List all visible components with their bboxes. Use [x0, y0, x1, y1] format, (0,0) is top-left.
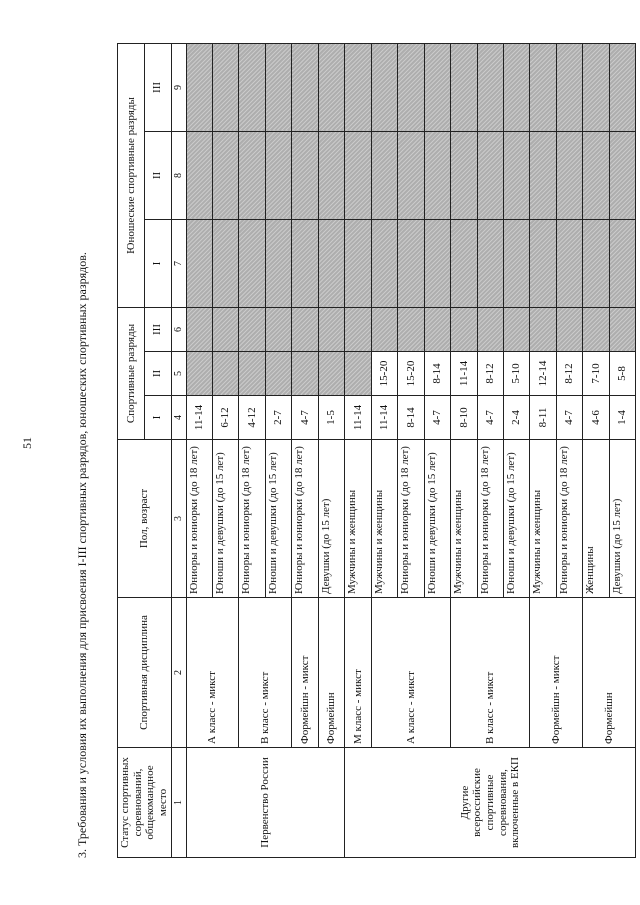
table-row — [186, 43, 212, 857]
column-number: 5 — [171, 352, 186, 396]
youth-rank-cell — [398, 131, 424, 219]
gender-age-cell: Мужчины и женщины — [451, 440, 477, 598]
gender-age-cell: Женщины — [583, 440, 609, 598]
youth-rank-cell — [292, 219, 318, 307]
rank-r1-cell: 11-14 — [345, 396, 371, 440]
youth-rank-cell — [398, 43, 424, 131]
column-number: 2 — [171, 598, 186, 748]
rank-r2-cell — [239, 352, 265, 396]
page-number: 51 — [20, 437, 34, 449]
youth-rank-cell — [556, 219, 582, 307]
rank-r1-cell: 4-12 — [239, 396, 265, 440]
gender-age-cell: Мужчины и женщины — [371, 440, 397, 598]
youth-rank-cell — [265, 43, 291, 131]
header-youth-ranks: Юношеские спортивные разряды — [118, 43, 145, 307]
table-row — [530, 43, 556, 857]
youth-rank-cell — [292, 43, 318, 131]
rank-r2-cell: 8-14 — [424, 352, 450, 396]
column-number: 7 — [171, 219, 186, 307]
youth-rank-cell — [186, 219, 212, 307]
status-cell: Первенство России — [186, 748, 345, 858]
rank-r3-cell — [318, 307, 344, 351]
youth-rank-cell — [186, 131, 212, 219]
youth-rank-cell — [556, 43, 582, 131]
youth-rank-cell — [609, 131, 635, 219]
rank-r1-cell: 4-7 — [424, 396, 450, 440]
header-discipline: Спортивная дисциплина — [118, 598, 172, 748]
youth-rank-cell — [530, 43, 556, 131]
rank-r3-cell — [556, 307, 582, 351]
youth-rank-cell — [239, 219, 265, 307]
discipline-cell: В класс - микст — [451, 598, 530, 748]
rank-r2-cell — [186, 352, 212, 396]
youth-rank-cell — [371, 219, 397, 307]
rank-r1-cell: 8-14 — [398, 396, 424, 440]
youth-rank-cell — [239, 131, 265, 219]
gender-age-cell: Юниоры и юниорки (до 18 лет) — [556, 440, 582, 598]
discipline-cell: Формейшн - микст — [530, 598, 583, 748]
rank-r2-cell: 12-14 — [530, 352, 556, 396]
header-youth-rank-iii: III — [144, 43, 171, 131]
youth-rank-cell — [583, 131, 609, 219]
rank-r3-cell — [345, 307, 371, 351]
rank-r3-cell — [583, 307, 609, 351]
gender-age-cell: Юноши и девушки (до 15 лет) — [504, 440, 530, 598]
rank-r1-cell: 8-11 — [530, 396, 556, 440]
header-gender-age: Пол, возраст — [118, 440, 172, 598]
rank-r2-cell: 5-10 — [504, 352, 530, 396]
rank-r3-cell — [530, 307, 556, 351]
youth-rank-cell — [609, 219, 635, 307]
header-youth-rank-i: I — [144, 219, 171, 307]
table-row — [451, 43, 477, 857]
table-row — [318, 43, 344, 857]
rank-r3-cell — [424, 307, 450, 351]
rank-r1-cell: 8-10 — [451, 396, 477, 440]
rank-requirements-table — [117, 43, 636, 858]
rank-r2-cell: 15-20 — [398, 352, 424, 396]
status-cell: Другие всероссийские спортивные соревнования, включенные в ЕКП — [345, 748, 636, 858]
header-rank-ii: II — [144, 352, 171, 396]
youth-rank-cell — [504, 43, 530, 131]
rank-r3-cell — [292, 307, 318, 351]
document-heading: 3. Требования и условия их выполнения для присвоения I-III спортивных разрядов, юношеских спортивных разрядов. — [75, 252, 89, 858]
youth-rank-cell — [292, 131, 318, 219]
column-number: 3 — [171, 440, 186, 598]
youth-rank-cell — [213, 131, 239, 219]
rank-r1-cell: 4-6 — [583, 396, 609, 440]
rank-r2-cell: 8-12 — [477, 352, 503, 396]
gender-age-cell: Юниоры и юниорки (до 18 лет) — [398, 440, 424, 598]
column-number: 4 — [171, 396, 186, 440]
youth-rank-cell — [239, 43, 265, 131]
rank-r3-cell — [451, 307, 477, 351]
youth-rank-cell — [504, 131, 530, 219]
youth-rank-cell — [583, 219, 609, 307]
youth-rank-cell — [398, 219, 424, 307]
gender-age-cell: Юноши и девушки (до 15 лет) — [424, 440, 450, 598]
youth-rank-cell — [451, 219, 477, 307]
youth-rank-cell — [318, 219, 344, 307]
youth-rank-cell — [345, 43, 371, 131]
youth-rank-cell — [451, 43, 477, 131]
rank-r3-cell — [213, 307, 239, 351]
youth-rank-cell — [213, 219, 239, 307]
youth-rank-cell — [477, 43, 503, 131]
gender-age-cell: Юниоры и юниорки (до 18 лет) — [292, 440, 318, 598]
rank-r3-cell — [371, 307, 397, 351]
rank-r1-cell: 6-12 — [213, 396, 239, 440]
gender-age-cell: Юноши и девушки (до 15 лет) — [265, 440, 291, 598]
rank-r2-cell: 15-20 — [371, 352, 397, 396]
discipline-cell: Формейшн — [318, 598, 344, 748]
rank-r3-cell — [477, 307, 503, 351]
youth-rank-cell — [451, 131, 477, 219]
table-row — [345, 43, 371, 857]
gender-age-cell: Юниоры и юниорки (до 18 лет) — [477, 440, 503, 598]
table-row — [292, 43, 318, 857]
rank-r1-cell: 4-7 — [556, 396, 582, 440]
table-row — [371, 43, 397, 857]
gender-age-cell: Мужчины и женщины — [530, 440, 556, 598]
rank-r2-cell — [292, 352, 318, 396]
rank-r2-cell: 8-12 — [556, 352, 582, 396]
youth-rank-cell — [530, 219, 556, 307]
header-rank-iii: III — [144, 307, 171, 351]
youth-rank-cell — [477, 131, 503, 219]
youth-rank-cell — [424, 43, 450, 131]
youth-rank-cell — [583, 43, 609, 131]
youth-rank-cell — [213, 43, 239, 131]
header-sport-ranks: Спортивные разряды — [118, 307, 145, 439]
youth-rank-cell — [556, 131, 582, 219]
discipline-cell: В класс - микст — [239, 598, 292, 748]
rank-r3-cell — [609, 307, 635, 351]
rank-r2-cell — [345, 352, 371, 396]
youth-rank-cell — [371, 131, 397, 219]
discipline-cell: М класс - микст — [345, 598, 371, 748]
youth-rank-cell — [345, 131, 371, 219]
discipline-cell: А класс - микст — [371, 598, 450, 748]
gender-age-cell: Девушки (до 15 лет) — [318, 440, 344, 598]
rank-r3-cell — [186, 307, 212, 351]
header-youth-rank-ii: II — [144, 131, 171, 219]
gender-age-cell: Юноши и девушки (до 15 лет) — [213, 440, 239, 598]
table-body — [186, 43, 636, 857]
rank-r1-cell: 1-4 — [609, 396, 635, 440]
youth-rank-cell — [424, 219, 450, 307]
column-number: 9 — [171, 43, 186, 131]
discipline-cell: А класс - микст — [186, 598, 239, 748]
column-number: 1 — [171, 748, 186, 858]
discipline-cell: Формейшн — [583, 598, 636, 748]
rank-requirements-table-wrapper — [117, 44, 629, 858]
youth-rank-cell — [345, 219, 371, 307]
rank-r1-cell: 11-14 — [371, 396, 397, 440]
gender-age-cell: Девушки (до 15 лет) — [609, 440, 635, 598]
column-number-row — [171, 43, 186, 857]
discipline-cell: Формейшн - микст — [292, 598, 318, 748]
youth-rank-cell — [265, 219, 291, 307]
rank-r3-cell — [398, 307, 424, 351]
rank-r2-cell: 11-14 — [451, 352, 477, 396]
youth-rank-cell — [265, 131, 291, 219]
rank-r2-cell: 5-8 — [609, 352, 635, 396]
rank-r1-cell: 4-7 — [292, 396, 318, 440]
header-rank-i: I — [144, 396, 171, 440]
youth-rank-cell — [504, 219, 530, 307]
table-row — [583, 43, 609, 857]
rank-r2-cell — [265, 352, 291, 396]
rank-r3-cell — [265, 307, 291, 351]
rank-r3-cell — [239, 307, 265, 351]
table-row — [239, 43, 265, 857]
rank-r1-cell: 2-4 — [504, 396, 530, 440]
gender-age-cell: Юниоры и юниорки (до 18 лет) — [186, 440, 212, 598]
youth-rank-cell — [609, 43, 635, 131]
header-status: Статус спортивных соревнований, общекомандное место — [118, 748, 172, 858]
rank-r3-cell — [504, 307, 530, 351]
youth-rank-cell — [477, 219, 503, 307]
column-number: 8 — [171, 131, 186, 219]
rank-r1-cell: 1-5 — [318, 396, 344, 440]
rank-r1-cell: 4-7 — [477, 396, 503, 440]
rank-r1-cell: 11-14 — [186, 396, 212, 440]
column-number: 6 — [171, 307, 186, 351]
rank-r1-cell: 2-7 — [265, 396, 291, 440]
rank-r2-cell — [213, 352, 239, 396]
gender-age-cell: Юниоры и юниорки (до 18 лет) — [239, 440, 265, 598]
youth-rank-cell — [530, 131, 556, 219]
youth-rank-cell — [371, 43, 397, 131]
youth-rank-cell — [318, 43, 344, 131]
youth-rank-cell — [186, 43, 212, 131]
youth-rank-cell — [424, 131, 450, 219]
rank-r2-cell: 7-10 — [583, 352, 609, 396]
rank-r2-cell — [318, 352, 344, 396]
youth-rank-cell — [318, 131, 344, 219]
gender-age-cell: Мужчины и женщины — [345, 440, 371, 598]
